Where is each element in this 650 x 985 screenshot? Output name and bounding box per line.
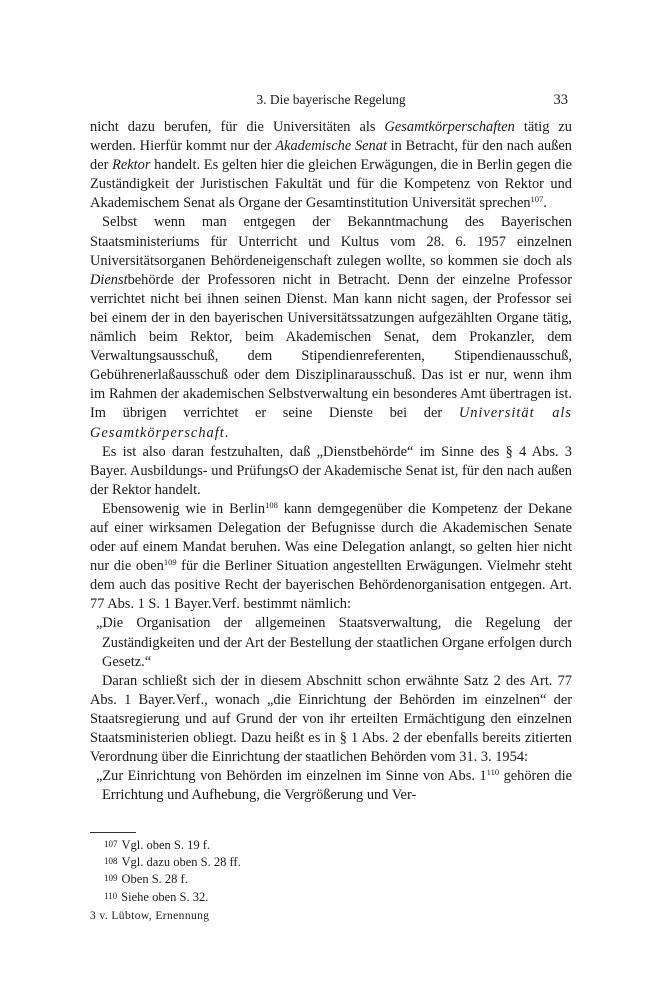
- footnote-108: 108 Vgl. dazu oben S. 28 ff.: [104, 855, 241, 870]
- emphasis: Akademische Senat: [275, 138, 387, 155]
- block-quote-1: „Die Organisation der allgemeinen Staatsverwaltung, die Regelung der Zuständigkeiten und der Art der Bestellung der staatlichen Organe erfolgen durch Gesetz.“: [96, 615, 572, 670]
- emphasis: Universität als Gesamtkörperschaft: [90, 405, 572, 441]
- footnote-ref: 110: [486, 767, 500, 778]
- emphasis: Rektor: [112, 157, 151, 174]
- footnote-divider: [90, 832, 136, 833]
- emphasis: Dienst: [90, 271, 128, 288]
- footnote-109: 109 Oben S. 28 f.: [104, 872, 188, 887]
- printer-signature: 3 v. Lübtow, Ernennung: [90, 910, 210, 922]
- footnote-ref: 107: [530, 194, 544, 205]
- footnote-ref: 108: [265, 499, 278, 510]
- paragraph-3: Es ist also daran festzuhalten, daß „Dienstbehörde“ im Sinne des § 4 Abs. 3 Bayer. Ausbildungs- und PrüfungsO der Akademische Senat ist, für den nach außen der Rektor handelt.: [90, 443, 572, 498]
- footnote-110: 110 Siehe oben S. 32.: [104, 889, 209, 904]
- running-title: 3. Die bayerische Regelung: [256, 92, 406, 107]
- emphasis: Gesamtkörperschaften: [384, 119, 515, 135]
- paragraph-2: Selbst wenn man entgegen der Bekanntmachung des Bayerischen Staatsministeriums für Unterricht und Kultus vom 28. 6. 1957 einzelnen Universitätsorganen Behördeneigenschaft zulegen wollte, so kommen sie doch als Dienstbehörde der Professoren nicht in Betracht. Denn der einzelne Professor verrichtet nicht bei ihnen seinen Dienst. Man kann nicht sagen, der Professor sei bei einem der in den bayerischen Universitätssatzungen aufgezählten Organe tätig, nämlich beim Rektor, beim Akademischen Senat, dem Prokanzler, dem Verwaltungsausschuß, dem Stipendienreferenten, Stipendienausschuß, Gebührenerlaßausschuß oder dem Disziplinarausschuß. Das ist er nur, wenn ihm im Rahmen der akademischen Selbstverwaltung ein besonderes Amt übertragen ist. Im übrigen verrichtet er seine Dienste bei der Universität als Gesamtkörperschaft.: [90, 214, 572, 441]
- paragraph-4: Ebensowenig wie in Berlin$^{108}$ kann demgegenüber die Kompetenz der Dekane auf einer wirksamen Delegation der Befugnisse durch die Akademischen Senate oder auf einem Mandat beruhen. Was eine Delegation anlangt, so gelten hier nicht nur die oben$^{109}$ für die Berliner Situation angestellten Erwägungen. Vielmehr steht dem auch das positive Recht der bayerischen Behördenorganisation entgegen. Art. 77 Abs. 1 S. 1 Bayer.Verf. bestimmt nämlich:: [90, 499, 572, 613]
- paragraph-5: Daran schließt sich der in diesem Abschnitt schon erwähnte Satz 2 des Art. 77 Abs. 1 Bayer.Verf., wonach „die Einrichtung der Behörden im einzelnen“ der Staatsregierung und auf Grund der von ihr erteilten Ermächtigung den einzelnen Staatsministerien obliegt. Dazu heißt es in § 1 Abs. 2 der ebenfalls bereits zitierten Verordnung über die Einrichtung der staatlichen Behörden vom 31. 3. 1954:: [90, 672, 572, 766]
- paragraph-1: nicht dazu berufen, für die Universitäten als Gesamtkörperschaften tätig zu werden. Hierfür kommt nur der Akademische Senat in Betracht, für den nach außen der Rektor handelt. Es gelten hier die gleichen Erwägungen, die in Berlin gegen die Zuständigkeit der Juristischen Fakultät und für die Kompetenz von Rektor und Akademischem Senat als Organe der Gesamtinstitution Universität sprechen$^{107}$.: [90, 119, 572, 212]
- footnote-ref: 109: [163, 557, 177, 568]
- block-quote-2: „Zur Einrichtung von Behörden im einzelnen im Sinne von Abs. $1^{110}$ gehören die Errichtung und Aufhebung, die Vergrößerung und Ver-: [96, 767, 572, 804]
- footnote-107: 107 Vgl. oben S. 19 f.: [104, 838, 211, 852]
- page-header: [90, 90, 572, 110]
- footnotes: [104, 836, 504, 905]
- body-text: [90, 118, 572, 805]
- page-number: 33: [553, 92, 568, 108]
